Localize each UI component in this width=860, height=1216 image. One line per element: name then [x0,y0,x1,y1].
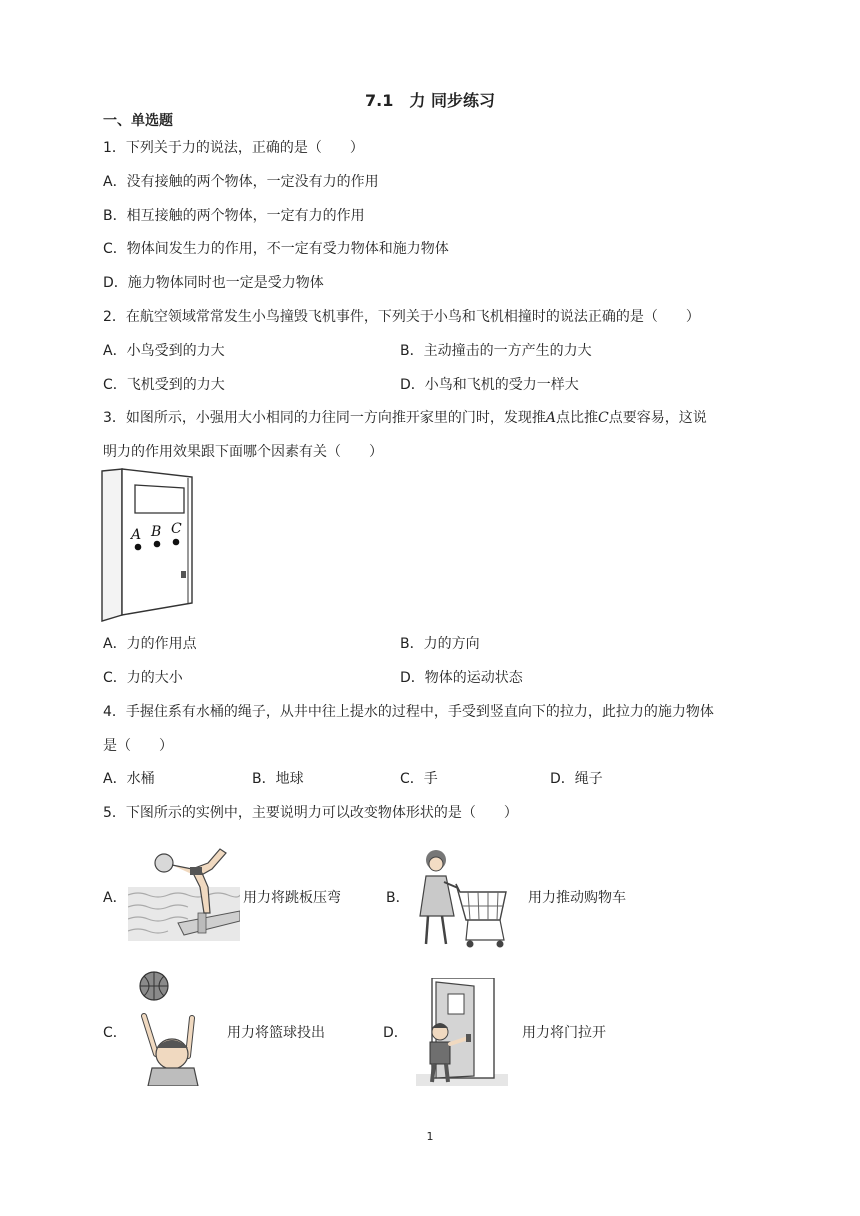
page-title: 7.1 力 同步练习 [365,91,495,110]
door-handle [181,571,186,578]
door-window [135,485,184,513]
question-2-option-c: C．飞机受到的力大 [103,377,225,393]
basketball-icon [134,968,220,1086]
point-c-label: C [598,410,609,426]
question-4-option-c: C．手 [400,771,438,787]
figure-label-c: C [171,521,182,537]
question-3-stem-line1 [103,407,707,427]
question-3-option-c: C．力的大小 [103,670,183,686]
question-5-option-c-letter: C． [103,1025,127,1041]
question-2-option-d: D．小鸟和飞机的受力一样大 [400,377,579,393]
question-1-option-b: B．相互接触的两个物体，一定有力的作用 [103,208,365,224]
question-3-option-d: D．物体的运动状态 [400,670,523,686]
point-c-dot [173,539,180,546]
shopping-cart-icon [408,848,512,950]
question-4-stem-line2: 是（ ） [103,738,173,754]
question-3-stem-part3: 点要容易，这说 [608,410,707,426]
question-3-stem-line2: 明力的作用效果跟下面哪个因素有关（ ） [103,444,383,460]
question-4-option-a: A．水桶 [103,771,155,787]
question-3-stem-part2: 点比推 [556,410,599,426]
question-4-option-b: B．地球 [252,771,304,787]
question-5-option-a-caption: 用力将跳板压弯 [243,890,341,906]
question-5-option-b-caption: 用力推动购物车 [528,890,626,906]
question-4-option-d: D．绳子 [550,771,603,787]
question-5-option-d-caption: 用力将门拉开 [522,1025,606,1041]
diver-icon [128,843,240,941]
question-5-option-b-letter: B． [386,890,410,906]
page-number: 1 [426,1130,434,1143]
point-b-dot [154,541,161,548]
question-2-option-a: A．小鸟受到的力大 [103,343,225,359]
question-2-stem: 2．在航空领域常常发生小鸟撞毁飞机事件，下列关于小鸟和飞机相撞时的说法正确的是（ ） [103,309,700,325]
door-pull-icon [416,978,508,1086]
door-frame [102,469,122,621]
question-3-option-b: B．力的方向 [400,636,480,652]
question-5-option-a-letter: A． [103,890,127,906]
question-3-stem-part1: 3．如图所示，小强用大小相同的力往同一方向推开家里的门时，发现推 [103,410,546,426]
question-3-option-a: A．力的作用点 [103,636,197,652]
question-2-option-b: B．主动撞击的一方产生的力大 [400,343,592,359]
question-4-stem-line1: 4．手握住系有水桶的绳子，从井中往上提水的过程中，手受到竖直向下的拉力，此拉力的施力物体 [103,704,714,720]
figure-label-b: B [151,524,162,540]
figure-label-a: A [131,527,142,543]
question-1-option-c: C．物体间发生力的作用，不一定有受力物体和施力物体 [103,241,449,257]
question-1-stem: 1．下列关于力的说法，正确的是（ ） [103,140,364,156]
question-5-option-c-caption: 用力将篮球投出 [227,1025,325,1041]
question-1-option-a: A．没有接触的两个物体，一定没有力的作用 [103,174,379,190]
point-a-label: A [545,410,557,426]
section-heading: 一、单选题 [103,113,173,129]
question-5-option-d-letter: D． [383,1025,408,1041]
point-a-dot [135,544,142,551]
door-figure [100,465,196,623]
question-5-stem: 5．下图所示的实例中，主要说明力可以改变物体形状的是（ ） [103,805,518,821]
question-1-option-d: D．施力物体同时也一定是受力物体 [103,275,324,291]
